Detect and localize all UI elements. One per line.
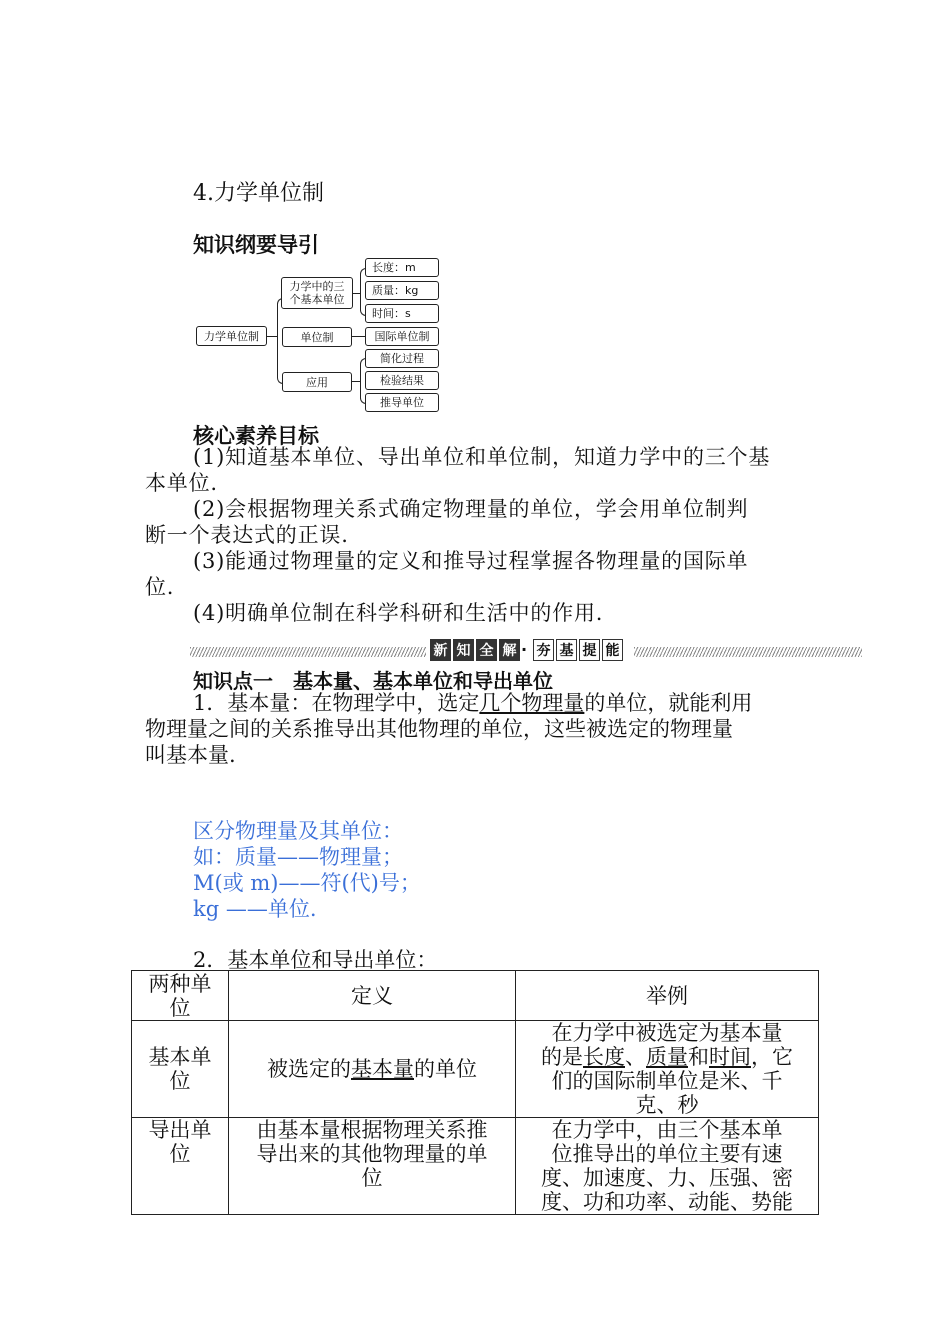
mindmap-branch-unit-system: 单位制 (282, 327, 352, 347)
table-cell: 被选定的基本量的单位 (229, 1021, 516, 1118)
goal-item: (1)知道基本单位、导出单位和单位制，知道力学中的三个基 本单位. (145, 445, 771, 495)
note-line: 区分物理量及其单位： (193, 819, 403, 843)
banner-char: 新 (430, 639, 451, 661)
blue-note (193, 818, 421, 922)
knowledge-point-heading: 知识点一 基本量、基本单位和导出单位 (193, 669, 553, 693)
goal-item: (2)会根据物理关系式确定物理量的单位，学会用单位制判 断一个表达式的正误. (145, 497, 749, 547)
header-cell: 两种单 位 (132, 971, 229, 1021)
header-cell: 定义 (229, 971, 516, 1021)
mindmap-root: 力学单位制 (196, 326, 267, 346)
note-line: kg ——单位. (193, 897, 317, 921)
banner-char: 夯 (533, 639, 554, 661)
mindmap-leaf-time: 时间：s (365, 304, 439, 323)
banner-char: 全 (476, 639, 497, 661)
table-row (132, 1021, 819, 1118)
guide-heading: 知识纲要导引 (193, 233, 319, 257)
units-table (131, 970, 819, 1215)
goal-item: (3)能通过物理量的定义和推导过程掌握各物理量的国际单 位. (145, 549, 749, 599)
banner-char: 能 (602, 639, 623, 661)
banner-dot: · (521, 640, 528, 659)
mindmap-leaf-simplify: 简化过程 (365, 349, 439, 368)
table-cell: 在力学中，由三个基本单 位推导出的单位主要有速 度、加速度、力、压强、密 度、功和功率、动能、势能 (516, 1118, 819, 1215)
banner-char: 基 (556, 639, 577, 661)
mindmap-leaf-derive: 推导单位 (365, 393, 439, 412)
banner-char: 解 (499, 639, 520, 661)
mindmap-leaf-mass: 质量：kg (365, 281, 439, 300)
mindmap-leaf-length: 长度：m (365, 258, 439, 277)
mindmap-leaf-check: 检验结果 (365, 371, 439, 390)
note-line: M(或 m)——符(代)号； (193, 871, 421, 895)
mindmap-leaf-si: 国际单位制 (365, 327, 439, 346)
table-row (132, 1118, 819, 1215)
table-header-row (132, 971, 819, 1021)
table-cell: 由基本量根据物理关系推 导出来的其他物理量的单 位 (229, 1118, 516, 1215)
table-cell: 在力学中被选定为基本量 的是长度、质量和时间，它 们的国际制单位是米、千 克、秒 (516, 1021, 819, 1118)
header-cell: 举例 (516, 971, 819, 1021)
mindmap-branch-application: 应用 (282, 372, 352, 392)
goals-list (145, 444, 815, 626)
section-banner (190, 639, 862, 663)
paragraph-basic-quantity: 1．基本量：在物理学中，选定几个物理量的单位，就能利用 物理量之间的关系推导出其他物理的单位，这些被选定的物理量 叫基本量. (145, 691, 753, 767)
paragraph-units-heading: 2．基本单位和导出单位： (193, 948, 438, 972)
banner-char: 知 (453, 639, 474, 661)
goal-item: (4)明确单位制在科学科研和生活中的作用. (193, 601, 604, 625)
section-title: 4.力学单位制 (193, 181, 324, 206)
banner-char: 提 (579, 639, 600, 661)
goals-heading: 核心素养目标 (193, 424, 319, 448)
note-line: 如：质量——物理量； (193, 845, 403, 869)
table-cell: 基本单 位 (132, 1021, 229, 1118)
mindmap-branch-basic-units: 力学中的三 个基本单位 (281, 277, 353, 309)
underlined-term: 几个物理量 (479, 691, 585, 715)
table-cell: 导出单 位 (132, 1118, 229, 1215)
